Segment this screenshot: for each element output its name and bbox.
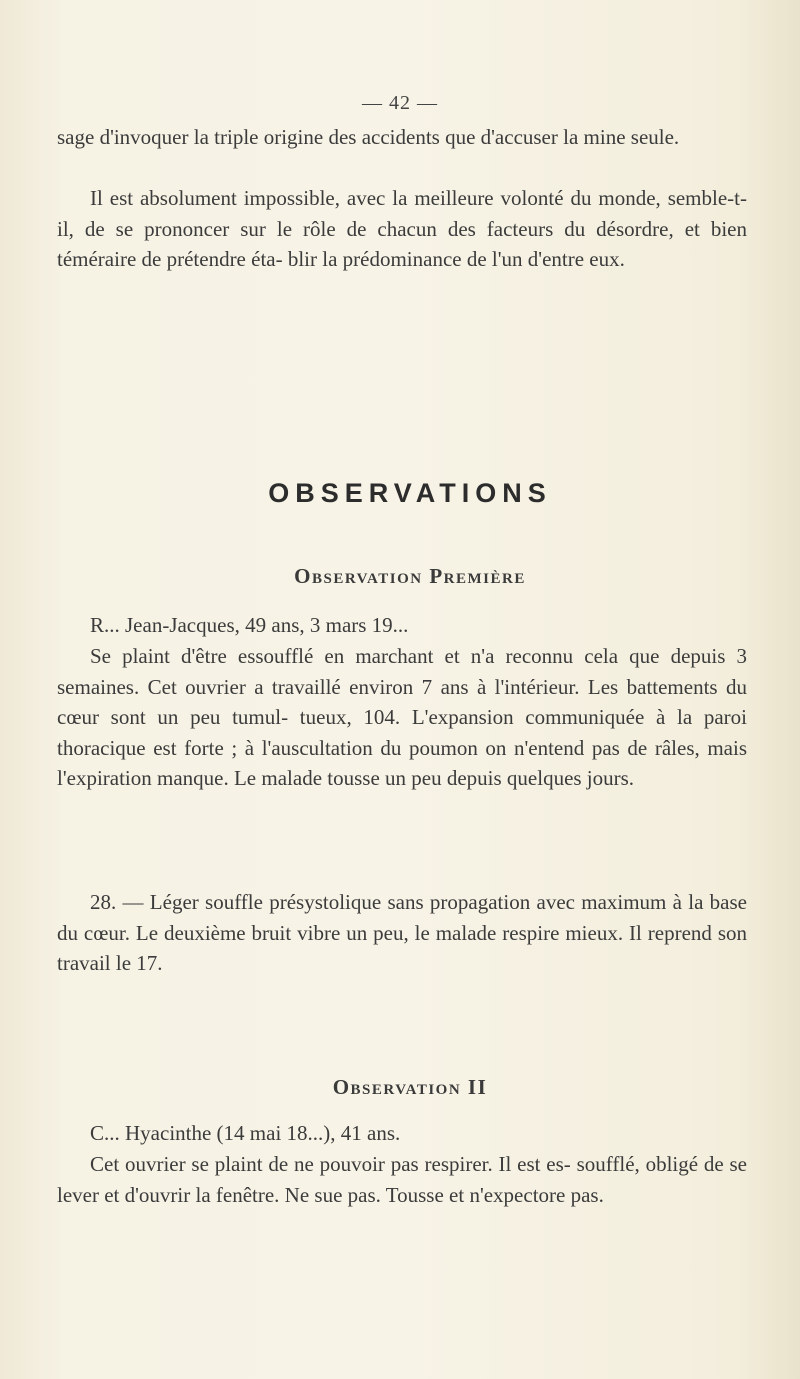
observation-1-followup-paragraph: 28. — Léger souffle présystolique sans propagation avec maximum à la base du cœur. Le deuxième bruit vibre un peu, le malade respire mieux. Il reprend son travail le 17. <box>57 890 747 976</box>
intro-paragraph-continuation: sage d'invoquer la triple origine des accidents que d'accuser la mine seule. <box>57 125 680 149</box>
intro-paragraph: Il est absolument impossible, avec la meilleure volonté du monde, semble-t-il, de se prononcer sur le rôle de chacun des facteurs du désordre, et bien téméraire de prétendre éta- blir la prédominance de l'un d'entre eux. <box>57 186 747 272</box>
observation-2-paragraph: Cet ouvrier se plaint de ne pouvoir pas respirer. Il est es- soufflé, obligé de se lever et d'ouvrir la fenêtre. Ne sue pas. Tousse et n'expectore pas. <box>57 1152 747 1207</box>
observation-1-heading: Observation Première <box>294 564 526 588</box>
observation-1-patient-line: R... Jean-Jacques, 49 ans, 3 mars 19... <box>90 613 409 637</box>
section-title: OBSERVATIONS <box>268 478 552 508</box>
observation-1-paragraph: Se plaint d'être essoufflé en marchant et n'a reconnu cela que depuis 3 semaines. Cet ouvrier a travaillé environ 7 ans à l'intérieur. Les battements du cœur sont un peu tumul- tueux, 104. L'expansion communiquée à la paroi thoracique est forte ; à l'auscultation du poumon on n'entend pas de râles, mais l'expiration manque. Le malade tousse un peu depuis quelques jours. <box>57 644 747 791</box>
observation-2-patient-line: C... Hyacinthe (14 mai 18...), 41 ans. <box>90 1121 401 1145</box>
observation-2-heading: Observation II <box>332 1075 488 1099</box>
page-number: — 42 — <box>362 92 438 114</box>
